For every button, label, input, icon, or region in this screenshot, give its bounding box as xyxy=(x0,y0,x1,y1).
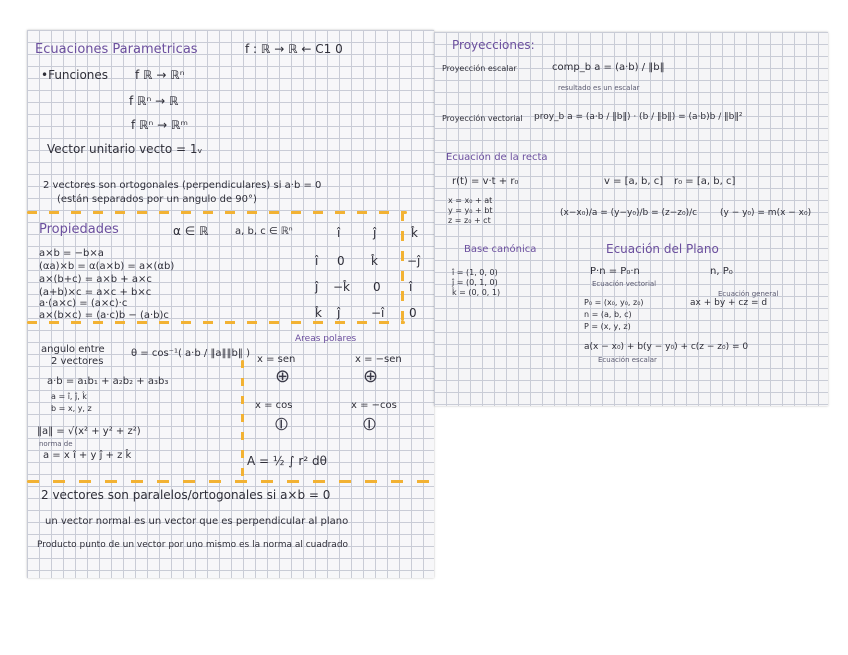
highlight-line xyxy=(401,211,404,321)
cross-header-i: î xyxy=(337,226,341,240)
polar-title: Areas polares xyxy=(295,334,357,344)
line-direction: v = [a, b, c] xyxy=(604,176,664,187)
norm-note: norma de xyxy=(39,440,73,448)
polar-plot-icon: ⊕ xyxy=(275,366,291,387)
cross-cell: −î xyxy=(371,306,385,320)
unit-vector-note: Vector unitario vecto = 1ᵥ xyxy=(47,142,203,156)
cross-cell: ĵ xyxy=(337,306,341,320)
polar-plot-icon: ⦶ xyxy=(275,414,289,435)
scalar-projection-formula: comp_b a = (a·b) / ‖b‖ xyxy=(552,62,665,73)
normal-vector-note: un vector normal es un vector que es perpendicular al plano xyxy=(45,516,349,527)
norm-formula: ‖a‖ = √(x² + y² + z²) xyxy=(37,426,141,437)
cross-cell: k̂ xyxy=(371,254,378,268)
function-1: f ℝ → ℝⁿ xyxy=(135,68,185,82)
property-5: a·(a×c) = (a×c)·c xyxy=(39,298,128,309)
angle-label: angulo entre xyxy=(41,344,105,355)
property-2: (αa)×b = α(a×b) = a×(αb) xyxy=(39,261,175,272)
point-slope-eq: (y − y₀) = m(x − x₀) xyxy=(720,208,812,218)
scalar-projection-note: resultado es un escalar xyxy=(558,84,640,92)
line-vector-eq: r(t) = v·t + r₀ xyxy=(452,176,519,187)
base-canonica-title: Base canónica xyxy=(464,244,537,255)
property-1: a×b = −b×a xyxy=(39,248,104,259)
funciones-label: •Funciones xyxy=(41,68,109,82)
notes-page-left xyxy=(27,30,434,578)
plane-vector-note: Ecuación vectorial xyxy=(592,280,657,288)
page-title: Ecuaciones Parametricas xyxy=(35,42,198,57)
parallel-note: 2 vectores son paralelos/ortogonales si a×b = 0 xyxy=(41,488,331,502)
property-6: a×(b×c) = (a·c)b − (a·b)c xyxy=(39,310,169,321)
cross-cell: 0 xyxy=(337,254,345,268)
polar-label: x = −sen xyxy=(355,354,402,365)
symmetric-eq: (x−x₀)/a = (y−y₀)/b = (z−z₀)/c xyxy=(560,208,698,218)
polar-area-formula: A = ½ ∫ r² dθ xyxy=(247,454,327,468)
plane-general-eq: ax + by + cz = d xyxy=(690,298,768,308)
cross-cell: −k̂ xyxy=(333,280,351,294)
highlight-line xyxy=(27,211,407,214)
highlight-line xyxy=(27,321,405,324)
param-y: y = y₀ + bt xyxy=(448,206,493,215)
cross-cell: 0 xyxy=(409,306,417,320)
cross-cell: −ĵ xyxy=(407,254,421,268)
cross-header-j: ĵ xyxy=(373,226,377,240)
orthogonal-note-2: (están separados por un angulo de 90°) xyxy=(57,194,257,205)
property-3: a×(b+c) = a×b + a×c xyxy=(39,274,152,285)
base-k: k̂ = (0, 0, 1) xyxy=(452,288,501,297)
angle-formula: θ = cos⁻¹( a·b / ‖a‖‖b‖ ) xyxy=(131,348,250,359)
vector-projection-label: Proyección vectorial xyxy=(442,114,523,123)
polar-plot-icon: ⊕ xyxy=(363,366,379,387)
base-j: ĵ = (0, 1, 0) xyxy=(452,278,498,287)
properties-vectors: a, b, c ∈ ℝⁿ xyxy=(235,226,293,237)
highlight-line xyxy=(27,480,431,483)
base-i: î = (1, 0, 0) xyxy=(452,268,498,277)
polar-plot-icon: ⦶ xyxy=(363,414,377,435)
dot-self-note: Producto punto de un vector por uno mismo es la norma al cuadrado xyxy=(37,540,349,550)
function-3: f ℝⁿ → ℝᵐ xyxy=(131,118,188,132)
property-4: (a+b)×c = a×c + b×c xyxy=(39,287,152,298)
cross-cell: 0 xyxy=(373,280,381,294)
cross-row-label: î xyxy=(315,254,319,268)
plane-p0: P₀ = (x₀, y₀, z₀) xyxy=(584,298,644,307)
plane-elements: n, P₀ xyxy=(710,266,733,277)
plane-normal: n = (a, b, c) xyxy=(584,310,632,319)
basis-a: a = î, ĵ, k̂ xyxy=(51,392,87,401)
properties-alpha: α ∈ ℝ xyxy=(173,224,209,238)
angle-label-2: 2 vectores xyxy=(51,356,104,367)
param-z: z = z₀ + ct xyxy=(448,216,491,225)
cross-row-label: k̂ xyxy=(315,306,322,320)
cross-header-k: k̂ xyxy=(411,226,418,240)
plane-scalar-eq: a(x − x₀) + b(y − y₀) + c(z − z₀) = 0 xyxy=(584,342,749,352)
polar-label: x = cos xyxy=(255,400,293,411)
cross-row-label: ĵ xyxy=(315,280,319,294)
properties-title: Propiedades xyxy=(39,222,119,237)
highlight-line xyxy=(241,360,244,480)
function-2: f ℝⁿ → ℝ xyxy=(129,94,179,108)
notes-page-right xyxy=(434,32,828,406)
polar-label: x = −cos xyxy=(351,400,397,411)
plane-point: P = (x, y, z) xyxy=(584,322,631,331)
line-equation-title: Ecuación de la recta xyxy=(446,152,548,163)
projections-title: Proyecciones: xyxy=(452,38,535,52)
plane-vector-eq: P·n = P₀·n xyxy=(590,266,640,277)
param-x: x = x₀ + at xyxy=(448,196,493,205)
scalar-projection-label: Proyección escalar xyxy=(442,64,517,73)
basis-b: b = x, y, z xyxy=(51,404,92,413)
vector-projection-formula: proy_b a = (a·b / ‖b‖) · (b / ‖b‖) = (a·b)b / ‖b‖² xyxy=(534,112,743,122)
plane-scalar-note: Ecuación escalar xyxy=(598,356,657,364)
plane-general-note: Ecuación general xyxy=(718,290,779,298)
orthogonal-note: 2 vectores son ortogonales (perpendiculares) si a·b = 0 xyxy=(43,180,322,191)
line-point: r₀ = [a, b, c] xyxy=(674,176,736,187)
plane-equation-title: Ecuación del Plano xyxy=(606,242,719,256)
vector-form: a = x î + y ĵ + z k̂ xyxy=(43,450,132,461)
cross-cell: î xyxy=(409,280,413,294)
polar-label: x = sen xyxy=(257,354,296,365)
title-formula: f : ℝ → ℝ ← C1 0 xyxy=(245,42,343,56)
dot-product: a·b = a₁b₁ + a₂b₂ + a₃b₃ xyxy=(47,376,169,387)
